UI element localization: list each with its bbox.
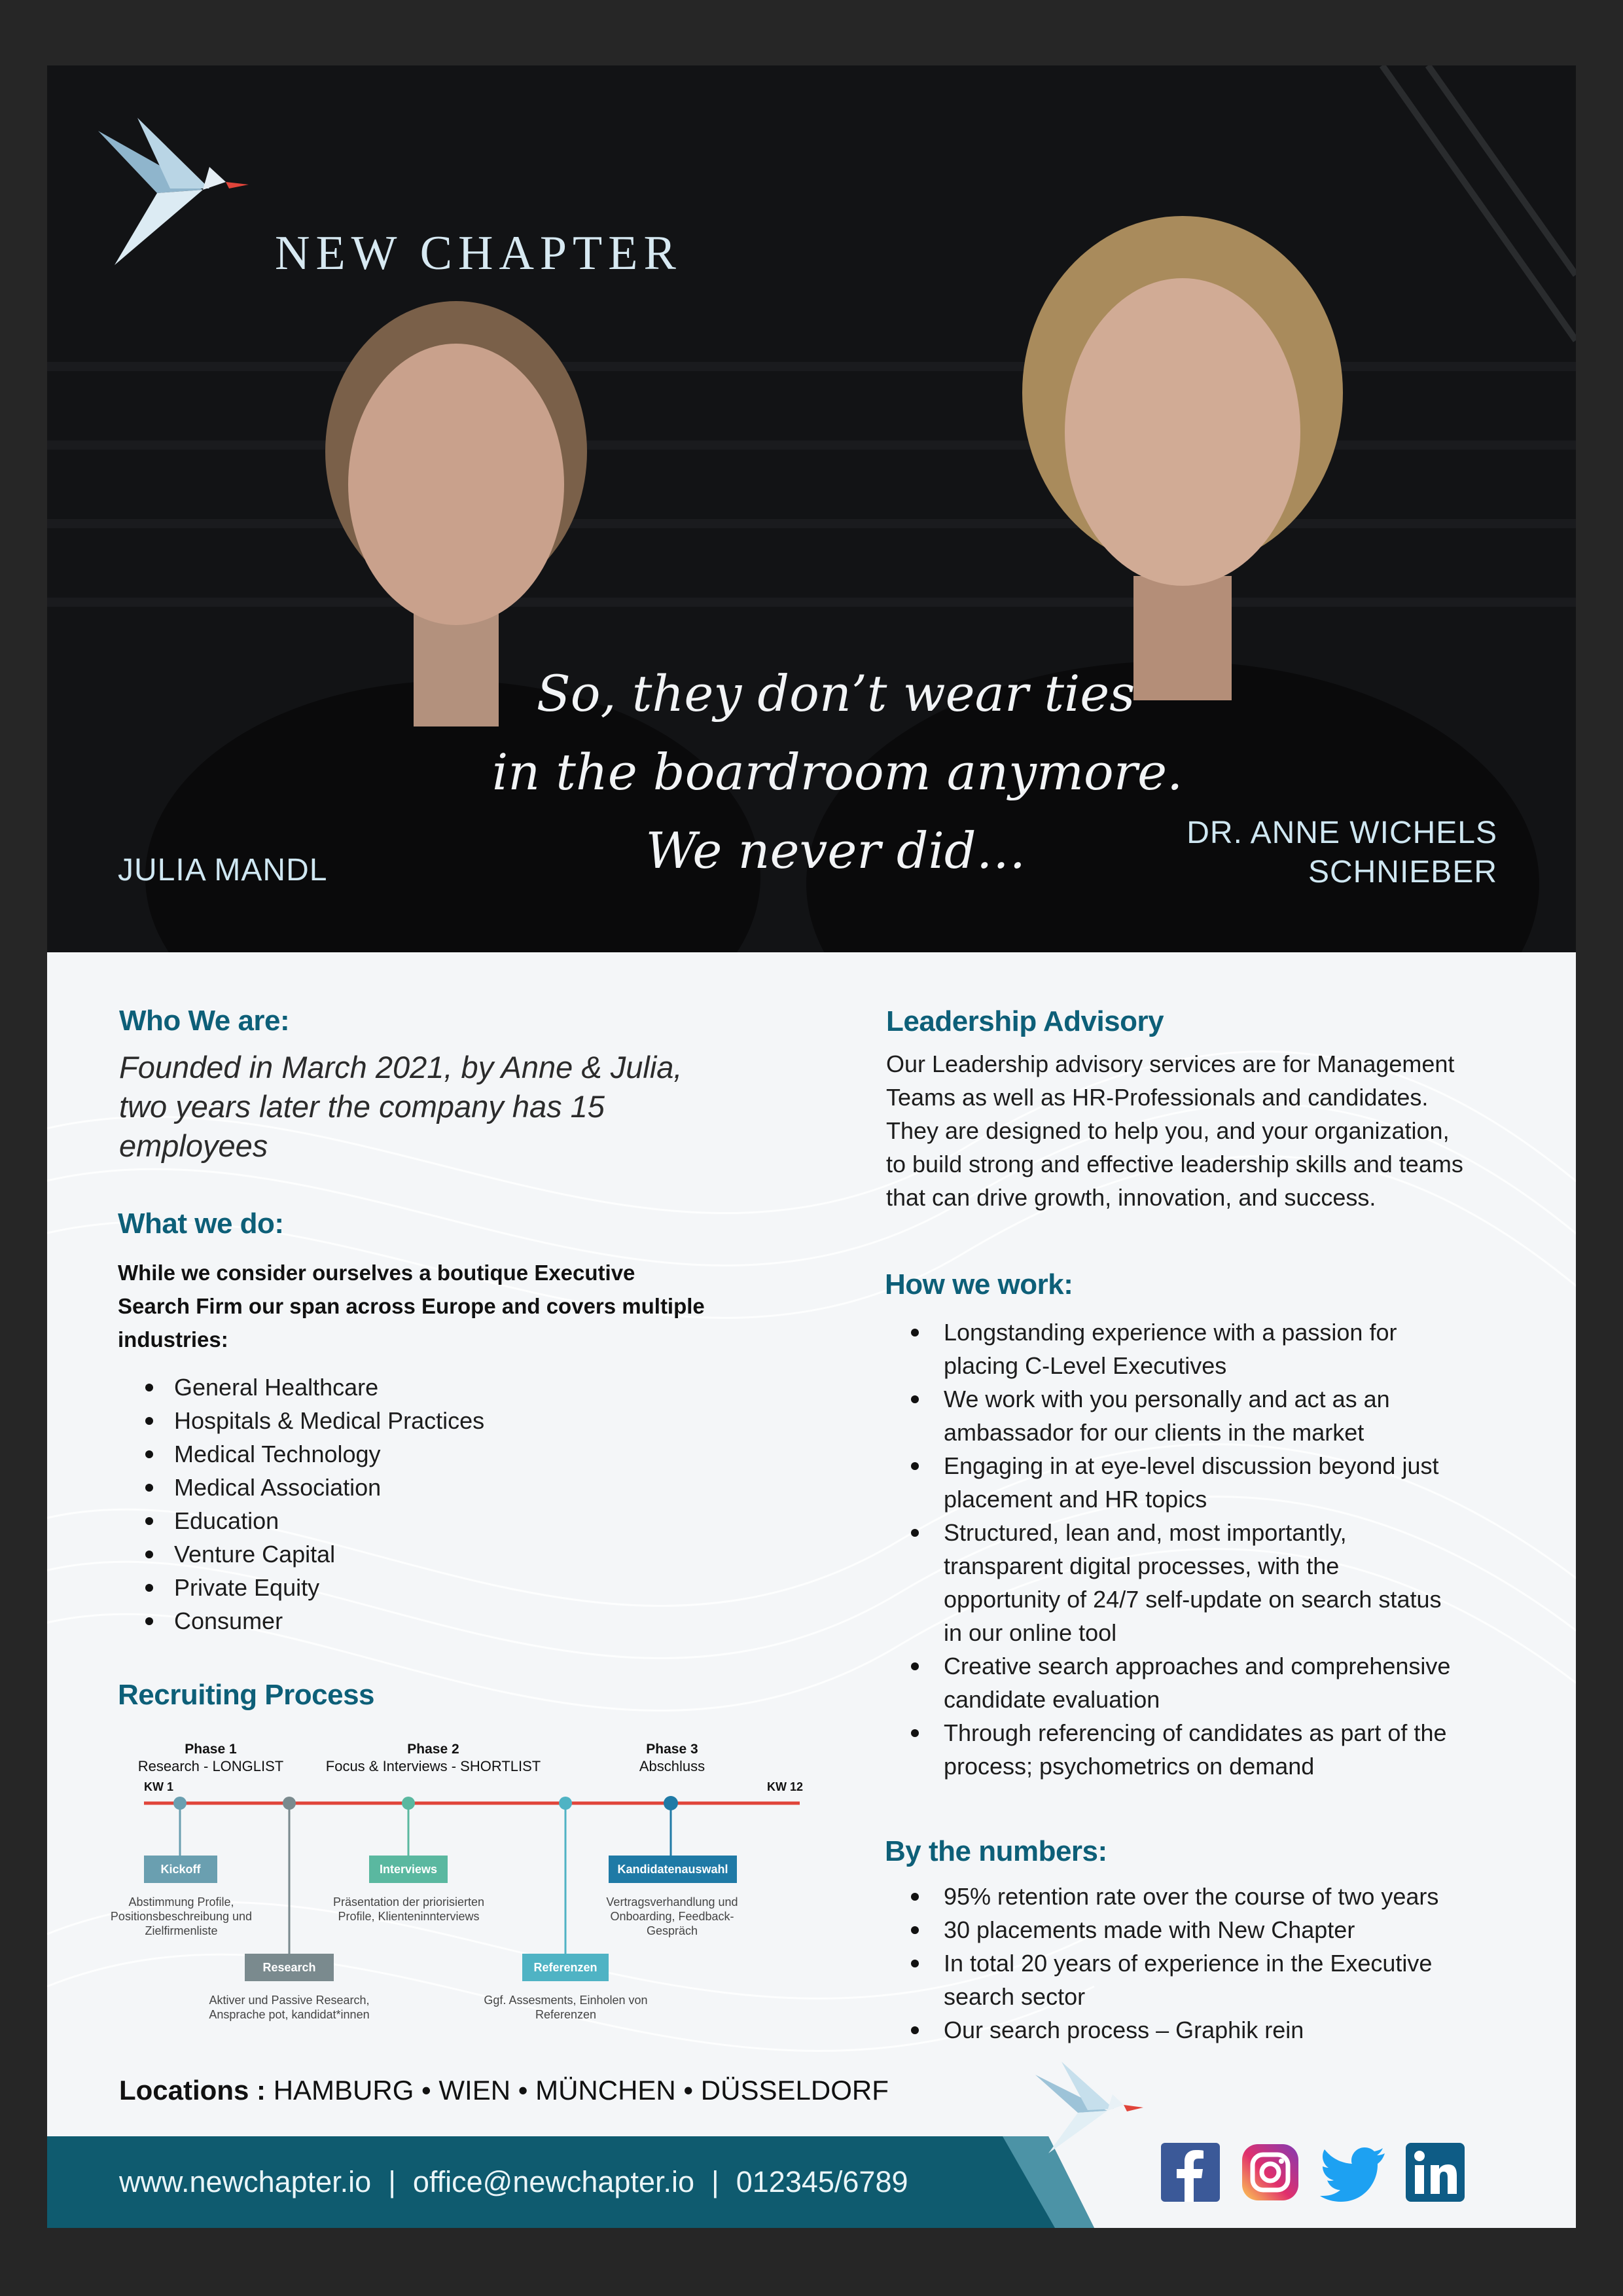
referenzen-dot <box>559 1797 572 1810</box>
interviews-desc <box>309 1895 508 1924</box>
list-line: opportunity of 24/7 self-update on search status <box>944 1586 1442 1613</box>
kw-end: KW 12 <box>767 1780 804 1793</box>
bird-logo-icon <box>98 105 262 268</box>
para-line: Teams as well as HR-Professionals and candidates. <box>886 1084 1429 1111</box>
numbers-heading: By the numbers: <box>885 1835 1107 1867</box>
research-box: Research <box>245 1954 334 1981</box>
kickoff-box: Kickoff <box>144 1856 217 1883</box>
list-item: Consumer <box>118 1604 825 1638</box>
desc-line: Präsentation der priorisierten <box>332 1895 485 1909</box>
list-item: Medical Technology <box>118 1437 825 1471</box>
desc-line: Vertragsverhandlung und <box>606 1895 738 1909</box>
linkedin-icon[interactable] <box>1404 2142 1466 2203</box>
para-line: They are designed to help you, and your organization, <box>886 1117 1450 1144</box>
desc-line: Positionsbeschreibung und <box>110 1910 253 1923</box>
interviews-dot <box>402 1797 415 1810</box>
locations-cities: HAMBURG • WIEN • MÜNCHEN • DÜSSELDORF <box>273 2075 889 2106</box>
desc-line: Gespräch <box>646 1924 698 1937</box>
leadership-text <box>886 1047 1541 1214</box>
how-section <box>885 1268 1552 1783</box>
list-line: Structured, lean and, most importantly, <box>944 1519 1347 1546</box>
referenzen-desc <box>466 1993 666 2022</box>
recruiting-timeline <box>93 1734 846 2101</box>
quote-line: So, they don’t wear ties <box>536 664 1135 723</box>
desc-line: Ansprache pot, kandidat*innen <box>209 2008 370 2021</box>
twitter-icon[interactable] <box>1319 2142 1387 2203</box>
who-line: employees <box>119 1128 268 1163</box>
who-line: two years later the company has 15 <box>119 1089 605 1124</box>
footer-contacts <box>119 2156 908 2208</box>
desc-line: Referenzen <box>535 2008 597 2021</box>
desc-line: Abstimmung Profile, <box>128 1895 234 1909</box>
phase-title: Phase 1 <box>185 1742 237 1757</box>
who-text <box>119 1048 774 1166</box>
list-line: 95% retention rate over the course of two years <box>944 1883 1439 1910</box>
kandidat-box: Kandidatenauswahl <box>609 1856 737 1883</box>
leadership-section <box>886 1005 1541 1214</box>
phase-title: Phase 2 <box>407 1742 459 1757</box>
list-item <box>885 1516 1552 1649</box>
desc-line: Aktiver und Passive Research, <box>209 1994 370 2007</box>
hero-photo <box>47 65 1576 952</box>
what-lead-line: While we consider ourselves a boutique Executive <box>118 1261 635 1285</box>
phase-1-label <box>119 1741 302 1775</box>
list-item <box>885 1449 1552 1516</box>
desc-line: Ggf. Assesments, Einholen von <box>484 1994 648 2007</box>
person-name-right-line: DR. ANNE WICHELS <box>1186 816 1497 850</box>
phase-title: Phase 3 <box>646 1742 698 1757</box>
list-line: Engaging in at eye-level discussion beyond just <box>944 1452 1439 1479</box>
person-name-right <box>1039 814 1497 892</box>
referenzen-box: Referenzen <box>522 1954 609 1981</box>
what-lead <box>118 1256 825 1356</box>
person-name-right-line: SCHNIEBER <box>1308 855 1497 889</box>
quote-line: in the boardroom anymore. <box>492 743 1183 801</box>
person-name-left: JULIA MANDL <box>118 853 328 888</box>
list-line: candidate evaluation <box>944 1686 1160 1713</box>
process-heading: Recruiting Process <box>118 1679 375 1711</box>
quote-line: We never did… <box>645 821 1026 880</box>
list-item <box>885 1913 1552 1946</box>
list-line: Longstanding experience with a passion for <box>944 1319 1397 1346</box>
facebook-icon[interactable] <box>1160 2142 1221 2203</box>
para-line: Our Leadership advisory services are for Management <box>886 1050 1455 1077</box>
footer-bird-icon <box>1035 2055 1153 2153</box>
list-line: search sector <box>944 1983 1086 2010</box>
what-section <box>118 1208 825 1638</box>
list-item <box>885 2013 1552 2047</box>
kandidat-desc <box>597 1895 747 1938</box>
list-line: We work with you personally and act as an <box>944 1386 1390 1412</box>
industries-list <box>118 1371 825 1638</box>
kw-start: KW 1 <box>144 1780 173 1793</box>
brand-name: NEW CHAPTER <box>275 226 682 280</box>
list-item <box>885 1316 1552 1382</box>
instagram-icon[interactable] <box>1240 2142 1301 2203</box>
locations-label: Locations : <box>119 2075 266 2106</box>
list-item <box>885 1716 1552 1783</box>
who-heading: Who We are: <box>119 1005 290 1037</box>
list-item <box>885 1880 1552 1913</box>
list-line: placement and HR topics <box>944 1486 1207 1513</box>
how-heading: How we work: <box>885 1268 1073 1300</box>
kickoff-desc <box>93 1895 270 1938</box>
website-link[interactable]: www.newchapter.io <box>119 2165 372 2198</box>
what-lead-line: industries: <box>118 1327 228 1352</box>
research-desc <box>191 1993 387 2022</box>
phase-subtitle: Abschluss <box>639 1758 705 1774</box>
list-item: Education <box>118 1504 825 1537</box>
phase-subtitle: Focus & Interviews - SHORTLIST <box>325 1758 541 1774</box>
how-list <box>885 1316 1552 1783</box>
kickoff-dot <box>173 1797 187 1810</box>
phone-link[interactable]: 012345/6789 <box>736 2165 908 2198</box>
kandidat-dot <box>664 1796 678 1810</box>
list-line: 30 placements made with New Chapter <box>944 1916 1355 1943</box>
phase-subtitle: Research - LONGLIST <box>137 1758 284 1774</box>
brand-logo <box>98 105 682 280</box>
para-line: to build strong and effective leadership skills and teams <box>886 1151 1463 1177</box>
flyer-page <box>47 65 1576 2228</box>
numbers-list <box>885 1880 1552 2047</box>
research-dot <box>283 1797 296 1810</box>
email-link[interactable]: office@newchapter.io <box>412 2165 695 2198</box>
list-line: Creative search approaches and comprehensive <box>944 1653 1451 1679</box>
para-line: that can drive growth, innovation, and success. <box>886 1184 1376 1211</box>
list-item: Medical Association <box>118 1471 825 1504</box>
list-line: Through referencing of candidates as part of the <box>944 1719 1447 1746</box>
who-section <box>119 1005 774 1166</box>
what-heading: What we do: <box>118 1208 284 1240</box>
list-item: General Healthcare <box>118 1371 825 1404</box>
phase-2-label <box>306 1741 561 1775</box>
list-line: ambassador for our clients in the market <box>944 1419 1364 1446</box>
list-line: placing C-Level Executives <box>944 1352 1227 1379</box>
interviews-box: Interviews <box>369 1856 448 1883</box>
list-item: Hospitals & Medical Practices <box>118 1404 825 1437</box>
separator: | <box>711 2165 719 2198</box>
leadership-heading: Leadership Advisory <box>886 1005 1164 1037</box>
list-line: Our search process – Graphik rein <box>944 2017 1304 2043</box>
desc-line: Onboarding, Feedback- <box>610 1910 734 1923</box>
phase-3-label <box>594 1741 751 1775</box>
list-line: transparent digital processes, with the <box>944 1552 1340 1579</box>
list-item <box>885 1946 1552 2013</box>
list-item <box>885 1382 1552 1449</box>
separator: | <box>388 2165 396 2198</box>
list-item: Venture Capital <box>118 1537 825 1571</box>
list-line: In total 20 years of experience in the Executive <box>944 1950 1433 1977</box>
desc-line: Zielfirmenliste <box>145 1924 218 1937</box>
list-line: process; psychometrics on demand <box>944 1753 1315 1780</box>
numbers-section <box>885 1835 1552 2047</box>
list-item: Private Equity <box>118 1571 825 1604</box>
list-line: in our online tool <box>944 1619 1117 1646</box>
who-line: Founded in March 2021, by Anne & Julia, <box>119 1050 683 1085</box>
desc-line: Profile, Klienteninnterviews <box>338 1910 480 1923</box>
list-item <box>885 1649 1552 1716</box>
process-section <box>118 1679 772 1712</box>
what-lead-line: Search Firm our span across Europe and covers multiple <box>118 1294 705 1318</box>
locations-line <box>119 2075 889 2106</box>
